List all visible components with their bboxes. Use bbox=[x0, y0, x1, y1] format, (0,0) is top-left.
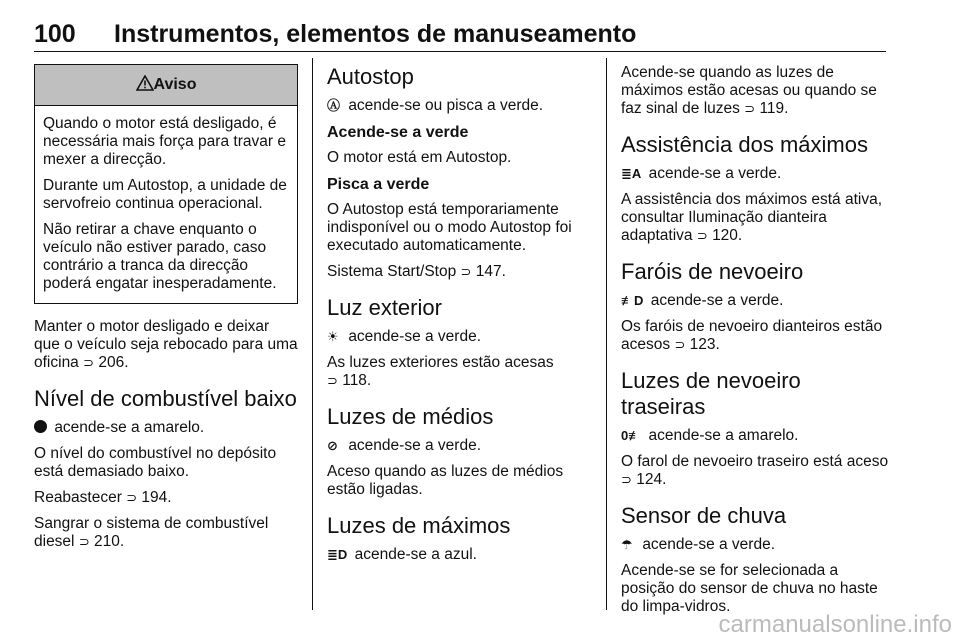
page-header bbox=[34, 18, 886, 52]
warning-paragraph: Durante um Autostop, a unidade de servofreio continua operacional. bbox=[43, 177, 287, 212]
warning-body bbox=[35, 106, 297, 303]
rain-indicator: ☂ acende-se a verde. bbox=[621, 536, 776, 553]
page-reference-arrow: ⊃ bbox=[674, 337, 686, 352]
page-reference[interactable]: 147. bbox=[475, 263, 506, 280]
header-rule bbox=[34, 51, 886, 52]
assist-text: A assistência dos máximos está ativa, consultar Iluminação dianteira adaptativa ⊃ 120. bbox=[621, 191, 883, 244]
autostop-icon: Ⓐ bbox=[327, 98, 341, 113]
refuel-paragraph: Reabastecer ⊃ 194. bbox=[34, 489, 172, 506]
tow-paragraph: Manter o motor desligado e deixar que o veículo seja rebocado para uma oficina ⊃ 206. bbox=[34, 318, 298, 371]
section-title-high-beam: Luzes de máximos bbox=[327, 513, 511, 538]
page-reference[interactable]: 123. bbox=[689, 336, 720, 353]
page-reference-arrow: ⊃ bbox=[744, 101, 756, 116]
page-reference-arrow: ⊃ bbox=[621, 472, 632, 487]
section-title-fog: Faróis de nevoeiro bbox=[621, 259, 804, 284]
subsection-title: Acende-se a verde bbox=[327, 124, 469, 141]
warning-header bbox=[35, 65, 297, 106]
page-number: 100 bbox=[34, 20, 76, 48]
page-reference-arrow: ⊃ bbox=[327, 373, 338, 388]
autostop-green-text: O motor está em Autostop. bbox=[327, 149, 512, 166]
exterior-indicator: ☀ acende-se a verde. bbox=[327, 328, 482, 345]
section-title-autostop: Autostop bbox=[327, 64, 414, 89]
section-title-low-beam: Luzes de médios bbox=[327, 404, 494, 429]
page-reference-arrow: ⊃ bbox=[460, 264, 472, 279]
high-beam-indicator: ≣D acende-se a azul. bbox=[327, 546, 477, 563]
rear-fog-light-icon: 0≢ bbox=[621, 428, 642, 443]
warning-triangle-icon bbox=[136, 75, 154, 91]
page-reference-arrow: ⊃ bbox=[696, 228, 708, 243]
page-reference[interactable]: 124. bbox=[636, 471, 667, 488]
warning-title: Aviso bbox=[153, 76, 197, 93]
start-stop-link-paragraph: Sistema Start/Stop ⊃ 147. bbox=[327, 263, 506, 280]
low-beam-icon: ⊘ bbox=[327, 438, 338, 453]
exterior-light-icon: ☀ bbox=[327, 329, 339, 344]
fog-indicator: ≢D acende-se a verde. bbox=[621, 292, 784, 309]
column-3 bbox=[621, 64, 889, 624]
autostop-indicator: Ⓐ acende-se ou pisca a verde. bbox=[327, 97, 544, 114]
warning-box bbox=[34, 64, 298, 304]
fog-text: Os faróis de nevoeiro dianteiros estão acesos ⊃ 123. bbox=[621, 318, 883, 353]
exterior-text: As luzes exteriores estão acesas ⊃ 118. bbox=[327, 354, 554, 389]
rain-sensor-icon: ☂ bbox=[621, 537, 633, 552]
fuel-indicator: acende-se a amarelo. bbox=[34, 419, 298, 437]
section-title-exterior: Luz exterior bbox=[327, 295, 442, 320]
section-title-assist: Assistência dos máximos bbox=[621, 132, 868, 157]
section-title-rear-fog: Luzes de nevoeiro traseiras bbox=[621, 368, 801, 419]
column-divider bbox=[312, 58, 313, 610]
page-reference[interactable]: 120. bbox=[712, 227, 743, 244]
page-reference[interactable]: 118. bbox=[342, 372, 372, 389]
page-reference[interactable]: 119. bbox=[759, 100, 789, 117]
page-reference-arrow: ⊃ bbox=[126, 490, 138, 505]
warning-paragraph: Não retirar a chave enquanto o veículo não estiver parado, caso contrário a tranca da direcção poderá engatar inesperadamente. bbox=[43, 221, 277, 292]
assist-indicator: ≣A acende-se a verde. bbox=[621, 165, 782, 182]
fog-light-icon: ≢D bbox=[621, 293, 644, 308]
page-reference[interactable]: 194. bbox=[141, 489, 172, 506]
high-beam-icon: ≣D bbox=[327, 547, 348, 562]
page-reference-arrow: ⊃ bbox=[83, 355, 95, 370]
page-reference[interactable]: 210. bbox=[94, 533, 125, 550]
rear-fog-text: O farol de nevoeiro traseiro está aceso ⊃ 124. bbox=[621, 453, 889, 488]
page-reference[interactable]: 206. bbox=[98, 354, 129, 371]
fuel-warning-lamp-icon bbox=[34, 420, 47, 433]
subsection-title: Pisca a verde bbox=[327, 176, 430, 193]
low-beam-text: Aceso quando as luzes de médios estão ligadas. bbox=[327, 463, 564, 498]
bleed-paragraph: Sangrar o sistema de combustível diesel ⊃ 210. bbox=[34, 515, 269, 550]
watermark: carmanualsonline.info bbox=[718, 611, 952, 638]
high-beam-continued: Acende-se quando as luzes de máximos estão acesas ou quando se faz sinal de luzes ⊃ 119. bbox=[621, 64, 877, 117]
page-reference-arrow: ⊃ bbox=[78, 534, 90, 549]
page-title: Instrumentos, elementos de manuseamento bbox=[114, 20, 637, 48]
high-beam-assist-icon: ≣A bbox=[621, 166, 642, 181]
column-divider bbox=[606, 58, 607, 610]
section-title-rain: Sensor de chuva bbox=[621, 503, 787, 528]
column-2 bbox=[327, 64, 592, 572]
section-title-fuel: Nível de combustível baixo bbox=[34, 386, 297, 411]
rear-fog-indicator: 0≢ acende-se a amarelo. bbox=[621, 427, 799, 444]
warning-paragraph: Quando o motor está desligado, é necessária mais força para travar e mexer a direcção. bbox=[43, 115, 286, 168]
low-beam-indicator: ⊘ acende-se a verde. bbox=[327, 437, 482, 454]
column-1 bbox=[34, 64, 298, 559]
autostop-flash-text: O Autostop está temporariamente indisponível ou o modo Autostop foi executado automaticamente. bbox=[327, 201, 572, 254]
fuel-text: O nível do combustível no depósito está demasiado baixo. bbox=[34, 445, 277, 480]
rain-text: Acende-se se for selecionada a posição do sensor de chuva no haste do limpa-vidros. bbox=[621, 562, 878, 615]
